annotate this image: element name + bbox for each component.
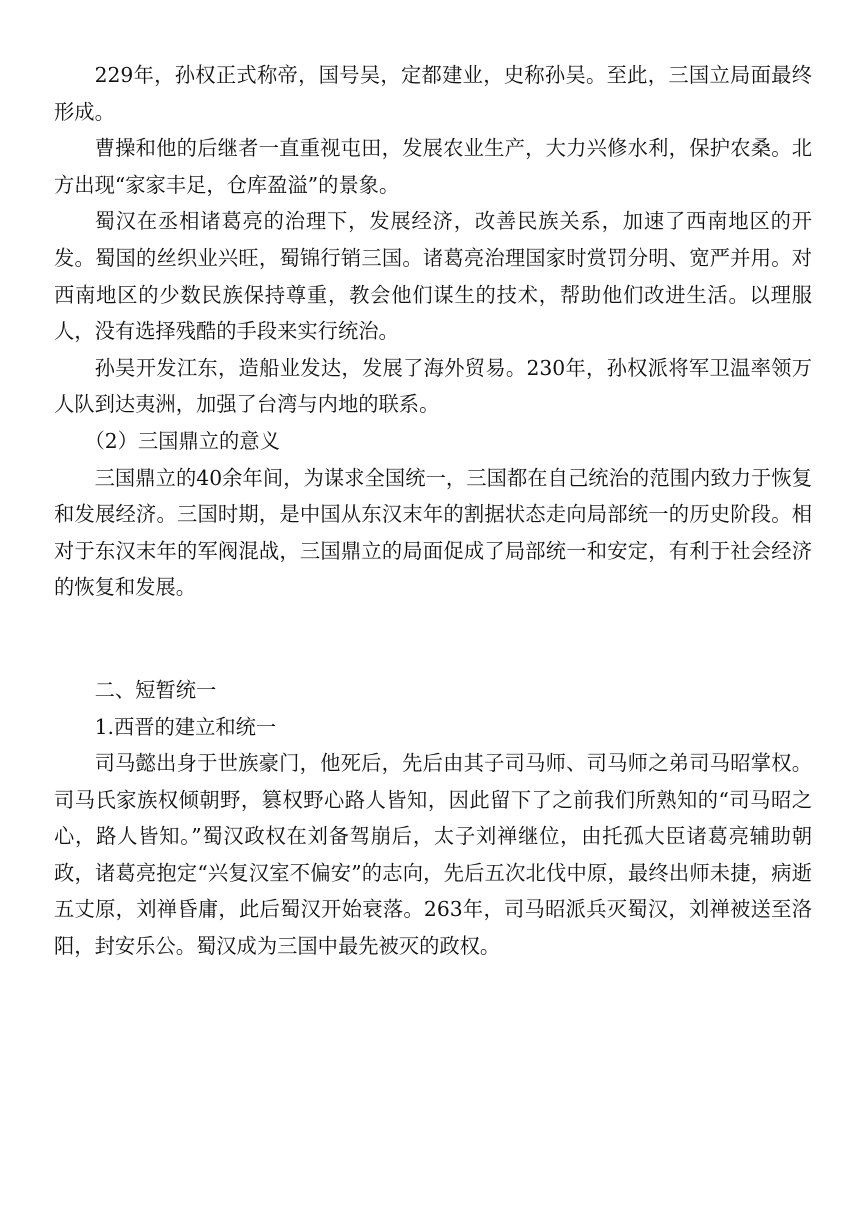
subheading-significance: （2）三国鼎立的意义 — [84, 428, 280, 453]
document-page — [54, 57, 812, 965]
paragraph-shu-han-development: 蜀汉在丞相诸葛亮的治理下，发展经济，改善民族关系，加速了西南地区的开发。蜀国的丝织业兴旺，蜀锦行销三国。诸葛亮治理国家时赏罚分明、宽严并用。对西南地区的少数民族保持尊重，教会他们谋生的技术，帮助他们改进生活。以理服人，没有选择残酷的手段来实行统治。 — [54, 209, 812, 344]
subsection-heading: 1.西晋的建立和统一 — [94, 714, 277, 739]
paragraph-significance: 三国鼎立的40余年间，为谋求全国统一，三国都在自己统治的范围内致力于恢复和发展经济。三国时期，是中国从东汉末年的割据状态走向局部统一的历史阶段。相对于东汉末年的军阀混战，三国鼎立的局面促成了局部统一和安定，有利于社会经济的恢复和发展。 — [54, 465, 812, 600]
paragraph-sun-wu-jiangdong: 孙吴开发江东，造船业发达，发展了海外贸易。230年，孙权派将军卫温率领万人队到达夷洲，加强了台湾与内地的联系。 — [54, 355, 812, 417]
paragraph-western-jin: 司马懿出身于世族豪门，他死后，先后由其子司马师、司马师之弟司马昭掌权。司马氏家族权倾朝野，篡权野心路人皆知，因此留下了之前我们所熟知的“司马昭之心，路人皆知。”蜀汉政权在刘备驾崩后，太子刘禅继位，由托孤大臣诸葛亮辅助朝政，诸葛亮抱定“兴复汉室不偏安”的志向，先后五次北伐中原，最终出师未捷，病逝五丈原，刘禅昏庸，此后蜀汉开始衰落。263年，司马昭派兵灭蜀汉，刘禅被送至洛阳，封安乐公。蜀汉成为三国中最先被灭的政权。 — [54, 751, 812, 959]
paragraph-cao-cao-farming: 曹操和他的后继者一直重视屯田，发展农业生产，大力兴修水利，保护农桑。北方出现“家家丰足，仓库盈溢”的景象。 — [54, 136, 812, 197]
paragraph-sun-quan-emperor: 229年，孙权正式称帝，国号吴，定都建业，史称孙吴。至此，三国立局面最终形成。 — [54, 63, 812, 124]
blank-gap — [54, 606, 812, 672]
section-heading: 二、短暂统一 — [94, 677, 217, 702]
